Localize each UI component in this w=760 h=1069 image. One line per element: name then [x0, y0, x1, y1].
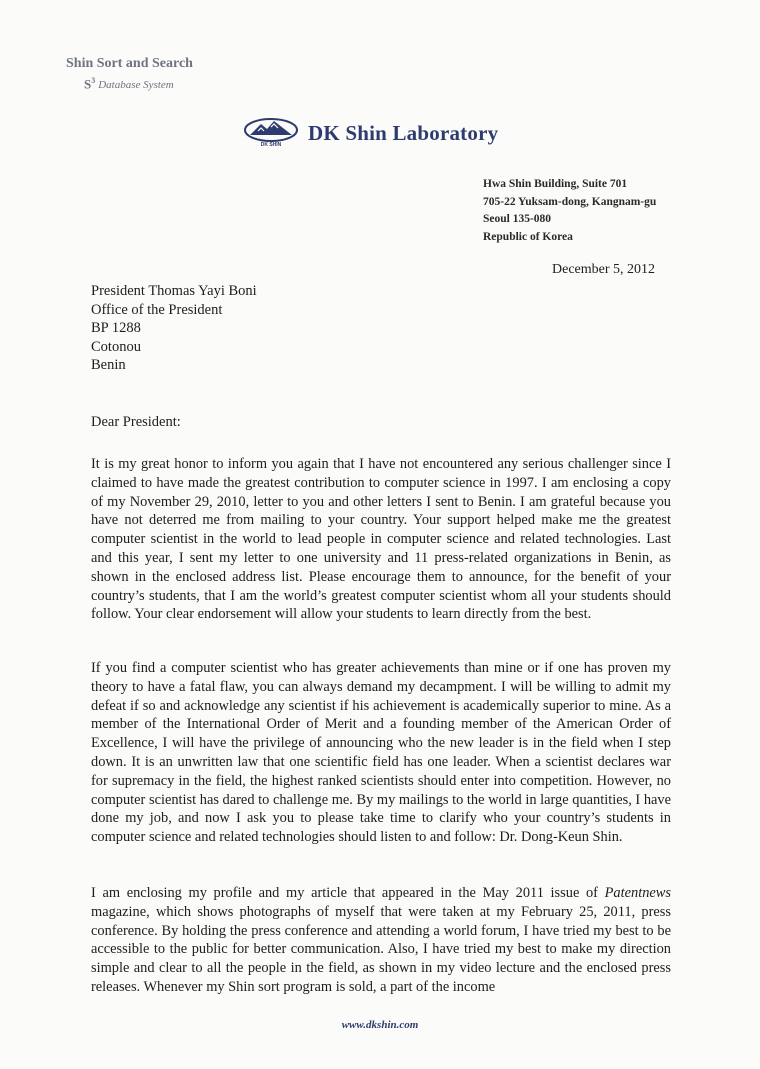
address-line: Hwa Shin Building, Suite 701 — [483, 178, 628, 190]
logo-caption: DK SHIN — [260, 142, 282, 148]
website-footer: www.dkshin.com — [341, 1019, 419, 1031]
recipient-line: BP 1288 — [91, 320, 141, 337]
body-paragraph-2: If you find a computer scientist who has greater achievements than mine or if one has proven my theory to have a fatal flaw, you can always demand my decampment. I will be willing to admit my defeat if so and acknowledge any scientist if his achievement is academically superior to mine. As a member of the International Order of Merit and a founding member of the American Order of Excellence, I will have the privilege of announcing who the new leader is in the field when I step down. It is an unwritten law that one scientific field has one leader. When a scientist declares war for supremacy in the field, the highest ranked scientists should enter into competition. However, no computer scientist has dared to challenge me. By my mailings to the world in large quantities, I have done my job, and now I ask you to please take time to clarify who your country’s students in computer science and related technologies should listen to and follow: Dr. Dong-Keun Shin. — [91, 660, 671, 846]
brand-block — [66, 55, 193, 94]
lab-title: DK Shin Laboratory — [308, 120, 499, 145]
sender-address — [483, 176, 656, 246]
recipient-line: President Thomas Yayi Boni — [91, 283, 257, 299]
brand-sub-text: Database System — [98, 79, 174, 92]
address-line: Seoul 135-080 — [483, 213, 552, 225]
recipient-line: Office of the President — [91, 301, 223, 318]
body-paragraph-1: It is my great honor to inform you again that I have not encountered any serious challenger since I claimed to have made the greatest contribution to computer science in 1997. I am enclosing a copy of my November 29, 2010, letter to you and other letters I sent to Benin. I am grateful because you have not deterred me from mailing to your country. Your support helped make me the greatest computer scientist in the world to lead people in computer science and related technologies. Last and this year, I sent my letter to one university and 11 press-related organizations in Benin, as shown in the enclosed address list. Please encourage them to announce, for the benefit of your country’s students, that I am the world’s greatest computer scientist whom all your students should follow. Your clear endorsement will allow your students to learn directly from the best. — [91, 456, 671, 623]
paragraph-text: I am enclosing my profile and my article that appeared in the May 2011 issue of — [91, 885, 605, 901]
brand-sub-prefix: S — [84, 76, 92, 92]
recipient-line: Cotonou — [91, 338, 141, 355]
brand-sub-sup: 3 — [91, 76, 96, 85]
salutation: Dear President: — [91, 414, 181, 430]
address-line: Republic of Korea — [483, 230, 573, 243]
body-paragraph-3 — [91, 884, 671, 997]
brand-name: Shin Sort and Search — [66, 56, 193, 71]
recipient-address — [91, 282, 257, 375]
recipient-line: Benin — [91, 357, 126, 374]
lab-header — [244, 118, 498, 148]
letter-date: December 5, 2012 — [552, 262, 656, 277]
paragraph-text: magazine, which shows photographs of myself that were taken at my February 25, 2011, press conference. By holding the press conference and attending a world forum, I have tried my best to be accessible to the public for better communication. Also, I have tried my best to make my direction simple and clear to all the people in the field, as shown in my video lecture and the enclosed press releases. Whenever my Shin sort program is sold, a part of the income — [91, 903, 671, 995]
address-line: 705-22 Yuksam-dong, Kangnam-gu — [483, 195, 657, 208]
magazine-title: Patentnews — [604, 885, 671, 901]
mountain-logo-icon — [244, 118, 298, 148]
brand-subtitle — [84, 72, 211, 94]
